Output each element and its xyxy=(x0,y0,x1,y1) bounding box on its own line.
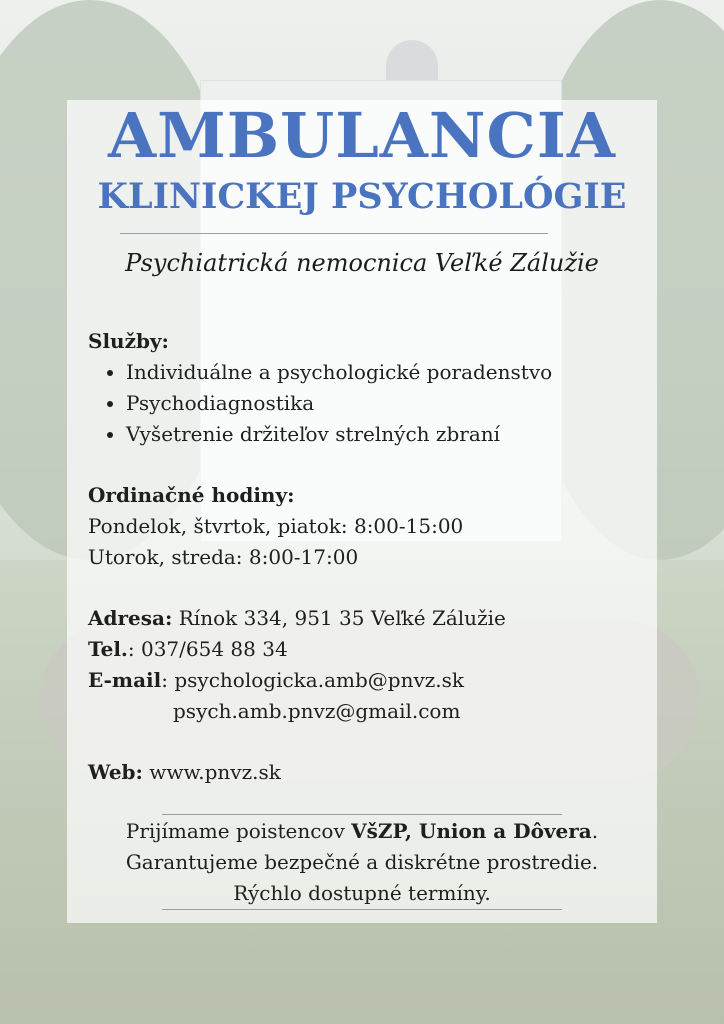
address-value: Rínok 334, 951 35 Veľké Zálužie xyxy=(178,606,506,630)
email-link-1[interactable]: psychologicka.amb@pnvz.sk xyxy=(174,668,465,692)
hours-line-1: Pondelok, štvrtok, piatok: 8:00-15:00 xyxy=(88,514,464,538)
page-subtitle-heading: KLINICKEJ PSYCHOLÓGIE xyxy=(97,176,627,217)
footer-line-2: Garantujeme bezpečné a diskrétne prostredie. xyxy=(125,850,599,874)
address-label: Adresa: xyxy=(88,606,173,630)
footer-insurers: VšZP, Union a Dôvera xyxy=(351,819,592,843)
divider-top xyxy=(120,233,548,234)
page-title: AMBULANCIA xyxy=(107,99,617,172)
email-label: E-mail xyxy=(88,668,162,692)
email-separator: : xyxy=(161,668,168,692)
list-item: • Individuálne a psychologické poradenstvo xyxy=(126,357,648,388)
divider-footer-bottom xyxy=(162,909,562,910)
services-list xyxy=(88,357,648,450)
footer xyxy=(67,816,657,909)
footer-insurers-prefix: Prijímame poistencov xyxy=(125,819,345,843)
web-row xyxy=(88,757,648,788)
email-link-2[interactable]: psych.amb.pnvz@gmail.com xyxy=(173,699,461,723)
hours-line-2: Utorok, streda: 8:00-17:00 xyxy=(88,545,359,569)
hospital-name: Psychiatrická nemocnica Veľké Zálužie xyxy=(125,249,599,277)
info-section xyxy=(88,326,648,788)
hours-label: Ordinačné hodiny: xyxy=(88,483,295,507)
web-link[interactable]: www.pnvz.sk xyxy=(149,760,281,784)
tel-separator: : xyxy=(127,637,135,661)
tel-label: Tel. xyxy=(88,637,128,661)
footer-line-1 xyxy=(67,816,657,847)
list-item: • Vyšetrenie držiteľov strelných zbraní xyxy=(126,419,648,450)
divider-footer-top xyxy=(162,814,562,815)
footer-insurers-suffix: . xyxy=(591,819,599,843)
footer-line-3: Rýchlo dostupné termíny. xyxy=(233,881,491,905)
address-row xyxy=(88,603,648,634)
tel-value[interactable]: 037/654 88 34 xyxy=(140,637,288,661)
services-label: Služby: xyxy=(88,329,169,353)
web-label: Web: xyxy=(88,760,143,784)
list-item: • Psychodiagnostika xyxy=(126,388,648,419)
email-row xyxy=(88,665,648,696)
tel-row xyxy=(88,634,648,665)
